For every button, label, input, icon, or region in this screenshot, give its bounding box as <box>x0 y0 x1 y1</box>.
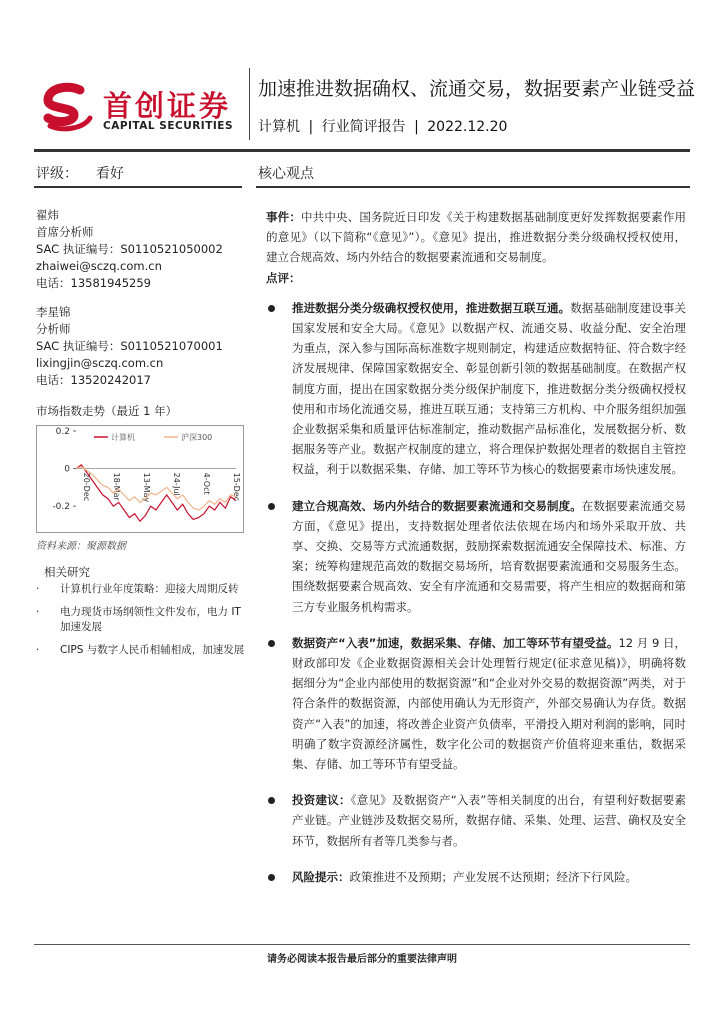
comment-label: 点评： <box>266 270 301 285</box>
chart-title: 市场指数走势（最近 1 年） <box>36 404 178 418</box>
bullet-dot-icon <box>268 640 275 647</box>
core-view-title: 核心观点 <box>258 166 314 182</box>
event-text: 中共中央、国务院近日印发《关于构建数据基础制度更好发挥数据要素作用的意见》（以下简称“《意见》”）。《意见》提出，推进数据分类分级确权授权使用，建立合规高效、场内外结合的数据要素流通和交易制度。 <box>266 210 686 265</box>
chart-frame <box>37 426 244 533</box>
analyst-title: 首席分析师 <box>36 225 94 239</box>
analyst-email[interactable]: lixingjin@sczq.com.cn <box>36 356 164 370</box>
bullet-dot-icon <box>268 874 275 881</box>
chart-plot <box>36 425 244 533</box>
report-type: 行业简评报告 <box>321 119 406 135</box>
right-section-rule <box>256 186 690 188</box>
logo-english-name: CAPITAL SECURITIES <box>103 120 234 132</box>
analyst-name: 李星锦 <box>36 305 71 319</box>
footer-rule <box>34 944 690 945</box>
bullet-point <box>266 496 686 617</box>
legend-label: 沪深300 <box>181 433 213 442</box>
analyst-email[interactable]: zhaiwei@sczq.com.cn <box>36 259 162 273</box>
rating <box>36 163 124 183</box>
logo-chinese-name: 首创证券 <box>103 89 232 123</box>
x-tick-label: 15-Dec <box>232 472 241 502</box>
related-research-list <box>36 582 246 666</box>
y-tick-label: 0.2 <box>55 427 70 437</box>
header-divider <box>249 68 250 140</box>
bullet-body: 政策推进不及预期；产业发展不达预期；经济下行风险。 <box>349 869 637 884</box>
bullet-body: 《意见》及数据资产“入表”等相关制度的出台，有望利好数据要素产业链。产业链涉及数据交易所，数据存储、采集、处理、运营、确权及安全环节，数据所有者等几类参与者。 <box>292 793 686 848</box>
bullet-heading: 建立合规高效、场内外结合的数据要素流通和交易制度。 <box>292 498 582 513</box>
legal-disclaimer[interactable]: 请务必阅读本报告最后部分的重要法律声明 <box>267 954 457 965</box>
meta-separator: | <box>414 119 419 135</box>
analyst-card <box>36 207 223 292</box>
event-label: 事件： <box>266 210 302 224</box>
bullet-point <box>266 790 686 851</box>
x-tick-label: 4-Oct <box>202 472 211 495</box>
report-meta <box>258 116 511 136</box>
report-title: 加速推进数据确权、流通交易，数据要素产业链受益 <box>258 78 696 100</box>
bullet-body: 在数据要素流通交易方面，《意见》提出，支持数据处理者依法依规在场内和场外采取开放、共享、交换、交易等方式流通数据，鼓励探索数据流通安全保障技术、标准、方案；统筹构建规范高效的数据交易场所，培育数据要素流通和交易服务生态。围绕数据要素合规高效、安全有序流通和交易需要，将产生相应的数据商和第三方专业服务机构需求。 <box>292 498 687 614</box>
related-research-item[interactable]: · 电力现货市场纲领性文件发布，电力 IT 加速发展 <box>36 605 246 635</box>
x-tick-label: 24-Jul <box>172 472 181 496</box>
left-section-rule <box>34 186 242 188</box>
bullet-dot-icon <box>268 797 275 804</box>
y-tick-label: 0 <box>64 464 70 475</box>
analyst-phone: 电话：13581945259 <box>36 276 151 290</box>
header-rule <box>34 149 690 152</box>
bullet-dot-icon <box>268 305 275 312</box>
event-paragraph <box>266 207 686 268</box>
analyst-phone: 电话：13520242017 <box>36 373 151 387</box>
market-index-chart <box>36 403 244 533</box>
bullet-body: 12 月 9 日，财政部印发《企业数据资源相关会计处理暂行规定(征求意见稿)》，明确将数据细分为“企业内部使用的数据资源”和“企业对外交易的数据资源”两类，对于符合条件的数据资源，内部使用确认为无形资产，外部交易确认为存货。数据资产“入表”的加速，将改善企业资产负债率，平滑投入期对利润的影响，同时明确了数字资源经济属性，数字化公司的数据资产价值将迎来重估，数据采集、存储、加工等环节有望受益。 <box>292 635 686 772</box>
bullet-heading: 推进数据分类分级确权授权使用，推进数据互联互通。 <box>292 300 571 315</box>
report-date: 2022.12.20 <box>427 119 508 135</box>
meta-separator: | <box>308 119 314 135</box>
core-view-body <box>266 207 686 887</box>
sector-label: 计算机 <box>258 119 300 135</box>
analyst-sac: SAC 执证编号：S0110521050002 <box>36 242 223 256</box>
related-research-title: 相关研究 <box>44 565 90 579</box>
logo-mark-icon <box>40 82 96 134</box>
analyst-name: 翟炜 <box>36 208 59 222</box>
company-logo <box>40 82 240 137</box>
bullet-point <box>266 298 686 480</box>
analyst-card <box>36 304 223 389</box>
bullet-body: 数据基础制度建设事关国家发展和安全大局。《意见》以数据产权、流通交易、收益分配、安全治理为重点，深入参与国际高标准数字规则制定，构建适应数据特征、符合数字经济发展规律、保障国家数据安全、彰显创新引领的数据基础制度。在数据产权制度方面，提出在国家数据分类分级保护制度下，推进数据分类分级确权授权使用和市场化流通交易，推进互联互通；支持第三方机构、中介服务组织加强企业数据采集和质量评估标准制定，推动数据产品标准化，发展数据分析、数据服务等产业。数据产权制度的建立，将合理保护数据处理者的数据自主管控权益，利于以数据采集、存储、加工等环节为核心的数据要素市场快速发展。 <box>292 300 687 477</box>
bullet-heading: 风险提示： <box>292 869 350 884</box>
related-research-item[interactable]: · 计算机行业年度策略：迎接大周期反转 <box>36 582 246 597</box>
analyst-title: 分析师 <box>36 322 71 336</box>
y-tick-label: -0.2 <box>52 502 70 513</box>
bullet-point <box>266 867 686 887</box>
bullet-point <box>266 633 686 774</box>
legend-label: 计算机 <box>111 433 135 442</box>
analyst-sac: SAC 执证编号：S0110521070001 <box>36 339 223 353</box>
x-tick-label: 20-Dec <box>82 472 91 502</box>
x-tick-label: 18-Mar <box>112 472 121 501</box>
chart-source: 资料来源：聚源数据 <box>36 541 126 552</box>
rating-value: 看好 <box>96 166 124 182</box>
bullet-heading: 投资建议： <box>292 793 351 808</box>
bullet-heading: 数据资产“入表”加速，数据采集、存储、加工等环节有望受益。 <box>292 635 619 650</box>
x-tick-label: 13-May <box>142 472 151 503</box>
related-research-item[interactable]: · CIPS 与数字人民币相辅相成，加速发展 <box>36 643 246 658</box>
bullet-dot-icon <box>268 503 275 510</box>
rating-label: 评级： <box>36 166 78 182</box>
